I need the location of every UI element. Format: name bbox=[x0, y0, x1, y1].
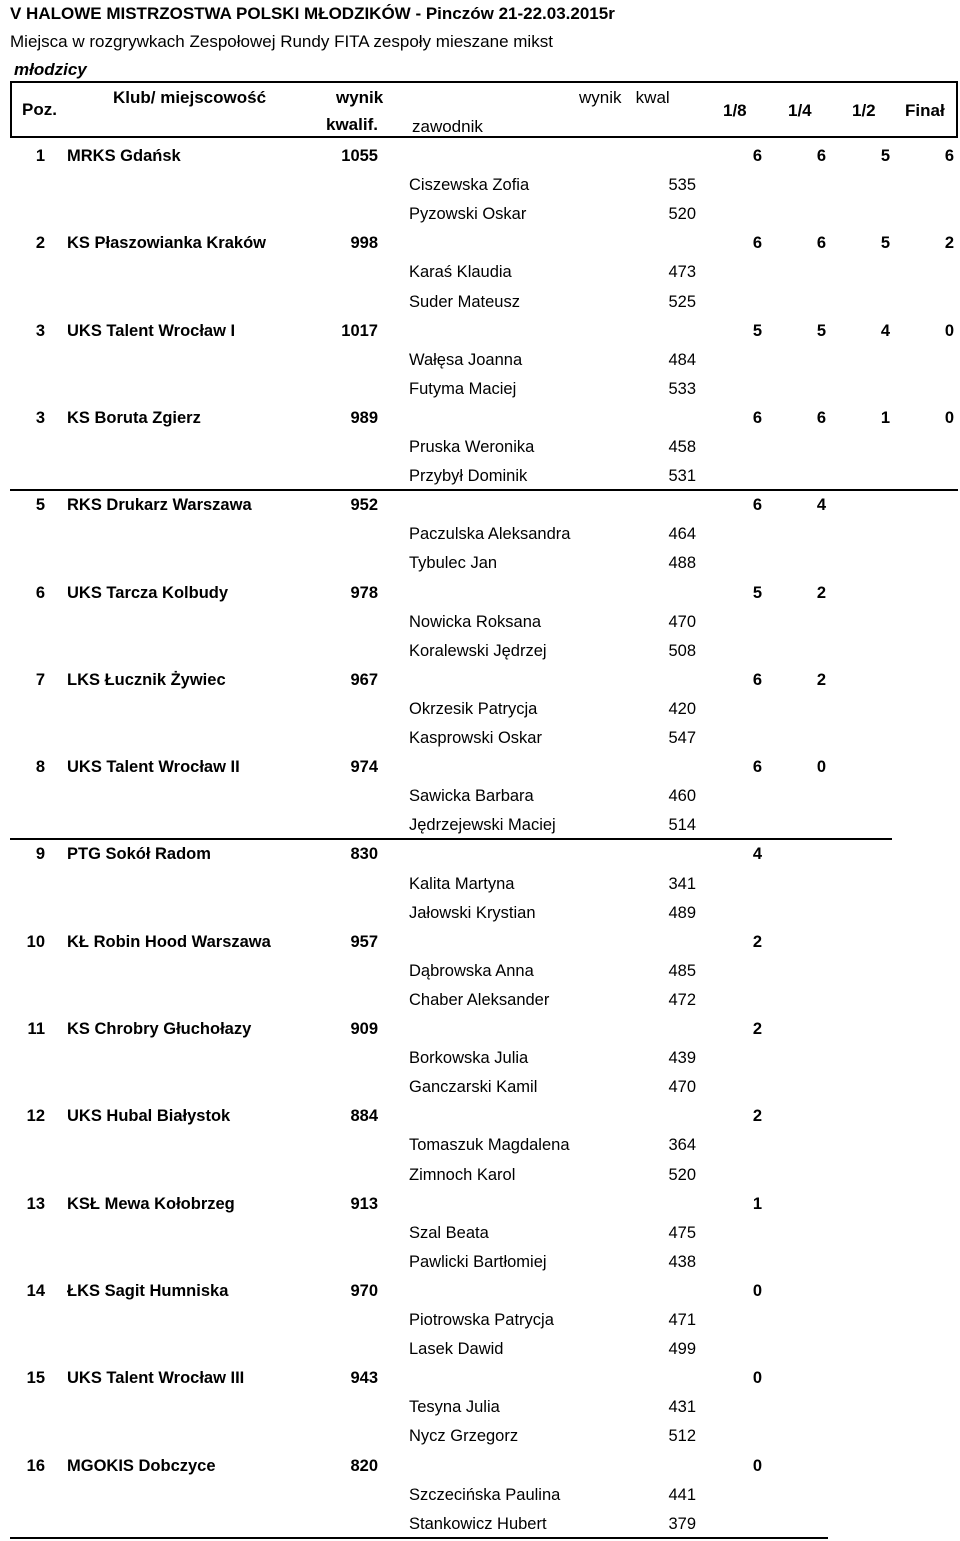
category-label: młodzicy bbox=[14, 60, 87, 79]
member-score: 364 bbox=[668, 1136, 696, 1155]
team-row bbox=[0, 753, 960, 782]
member-score: 470 bbox=[668, 1078, 696, 1097]
member-row bbox=[0, 986, 960, 1015]
team-qualification-score: 913 bbox=[350, 1194, 378, 1213]
member-name: Nowicka Roksana bbox=[409, 612, 542, 631]
member-name: Kasprowski Oskar bbox=[409, 729, 542, 747]
member-row bbox=[0, 811, 960, 840]
team-round-1-8: 0 bbox=[752, 1369, 762, 1388]
team-round-1-4: 2 bbox=[816, 583, 826, 602]
member-score: 520 bbox=[668, 205, 696, 224]
team-position: 16 bbox=[26, 1456, 45, 1475]
col-final: Finał bbox=[905, 101, 945, 120]
member-name: Jałowski Krystian bbox=[409, 903, 536, 922]
team-row bbox=[0, 666, 960, 695]
member-name: Tomaszuk Magdalena bbox=[409, 1136, 570, 1155]
member-row bbox=[0, 637, 960, 666]
member-row bbox=[0, 724, 960, 753]
member-name: Chaber Aleksander bbox=[409, 990, 550, 1009]
member-score: 489 bbox=[668, 903, 696, 922]
team-round-final: 6 bbox=[944, 147, 954, 165]
team-round-1-4: 0 bbox=[816, 758, 826, 777]
member-row bbox=[0, 433, 960, 462]
team-club: UKS Hubal Białystok bbox=[67, 1107, 231, 1126]
team-round-1-8: 6 bbox=[752, 758, 762, 777]
team-row bbox=[0, 840, 960, 869]
member-score: 464 bbox=[668, 525, 696, 544]
member-score: 439 bbox=[668, 1049, 696, 1068]
team-round-1-4: 2 bbox=[816, 670, 826, 689]
member-score: 471 bbox=[668, 1311, 696, 1329]
team-club: UKS Talent Wrocław I bbox=[67, 321, 236, 340]
team-club: KS Płaszowianka Kraków bbox=[67, 234, 266, 253]
team-club: UKS Talent Wrocław III bbox=[67, 1369, 245, 1388]
team-round-final: 0 bbox=[944, 321, 954, 340]
member-score: 341 bbox=[668, 874, 696, 893]
team-club: KS Boruta Zgierz bbox=[67, 408, 201, 427]
team-row bbox=[0, 1364, 960, 1393]
member-row bbox=[0, 1044, 960, 1073]
team-row bbox=[0, 928, 960, 957]
member-row bbox=[0, 1510, 960, 1539]
team-round-final: 0 bbox=[944, 408, 954, 427]
member-row bbox=[0, 957, 960, 986]
team-round-1-4: 6 bbox=[816, 234, 826, 253]
separator-line bbox=[10, 1537, 828, 1539]
page-title: V HALOWE MISTRZOSTWA POLSKI MŁODZIKÓW - Pinczów 21-22.03.2015r bbox=[10, 4, 615, 23]
team-row bbox=[0, 404, 960, 433]
member-name: Paczulska Aleksandra bbox=[409, 525, 571, 544]
team-position: 8 bbox=[35, 758, 45, 777]
member-row bbox=[0, 258, 960, 287]
member-score: 420 bbox=[668, 699, 696, 718]
member-score: 485 bbox=[668, 961, 696, 980]
member-score: 547 bbox=[668, 729, 696, 747]
member-row bbox=[0, 200, 960, 229]
member-score: 475 bbox=[668, 1223, 696, 1242]
member-name: Wałęsa Joanna bbox=[409, 350, 523, 369]
col-r18: 1/8 bbox=[723, 101, 747, 120]
team-round-1-8: 2 bbox=[752, 1107, 762, 1126]
col-wynik-kwal: wynik kwal bbox=[579, 88, 670, 107]
member-name: Szal Beata bbox=[409, 1223, 489, 1242]
separator-line bbox=[10, 489, 958, 491]
team-qualification-score: 820 bbox=[350, 1456, 378, 1475]
col-r14: 1/4 bbox=[788, 101, 812, 120]
team-round-1-2: 5 bbox=[880, 147, 890, 165]
col-wynik: wynik bbox=[336, 88, 384, 107]
member-row bbox=[0, 346, 960, 375]
team-position: 11 bbox=[27, 1020, 45, 1038]
member-row bbox=[0, 520, 960, 549]
team-qualification-score: 957 bbox=[350, 932, 378, 951]
team-round-1-2: 5 bbox=[880, 234, 890, 253]
team-club: UKS Talent Wrocław II bbox=[67, 758, 240, 777]
table-header bbox=[10, 83, 958, 138]
member-score: 379 bbox=[668, 1514, 696, 1533]
team-row bbox=[0, 1102, 960, 1131]
member-score: 472 bbox=[668, 990, 696, 1009]
member-score: 470 bbox=[668, 612, 696, 631]
member-name: Borkowska Julia bbox=[409, 1049, 529, 1068]
team-club: KSŁ Mewa Kołobrzeg bbox=[67, 1194, 235, 1213]
team-round-1-8: 0 bbox=[752, 1456, 762, 1475]
team-round-1-4: 6 bbox=[816, 408, 826, 427]
team-round-1-8: 4 bbox=[752, 845, 762, 864]
team-round-1-8: 2 bbox=[752, 932, 762, 951]
member-row bbox=[0, 549, 960, 578]
member-score: 473 bbox=[668, 263, 696, 282]
member-score: 499 bbox=[668, 1340, 696, 1359]
member-name: Tesyna Julia bbox=[409, 1398, 500, 1417]
team-position: 6 bbox=[35, 583, 45, 602]
member-name: Koralewski Jędrzej bbox=[409, 641, 547, 660]
member-score: 535 bbox=[668, 176, 696, 195]
member-row bbox=[0, 1481, 960, 1510]
member-name: Pawlicki Bartłomiej bbox=[409, 1252, 547, 1271]
team-row bbox=[0, 579, 960, 608]
member-score: 514 bbox=[668, 816, 696, 835]
member-row bbox=[0, 1131, 960, 1160]
member-row bbox=[0, 1248, 960, 1277]
member-name: Ganczarski Kamil bbox=[409, 1078, 538, 1097]
team-qualification-score: 998 bbox=[350, 234, 378, 253]
team-club: UKS Tarcza Kolbudy bbox=[67, 583, 229, 602]
team-qualification-score: 978 bbox=[350, 583, 378, 602]
team-position: 10 bbox=[26, 932, 45, 951]
member-score: 458 bbox=[668, 438, 696, 456]
member-row bbox=[0, 1219, 960, 1248]
member-name: Pyzowski Oskar bbox=[409, 205, 527, 224]
separator-line bbox=[10, 838, 892, 840]
member-name: Jędrzejewski Maciej bbox=[409, 816, 556, 835]
member-row bbox=[0, 870, 960, 899]
team-qualification-score: 989 bbox=[350, 408, 378, 427]
col-club: Klub/ miejscowość bbox=[113, 88, 267, 107]
member-row bbox=[0, 1422, 960, 1451]
team-qualification-score: 970 bbox=[350, 1281, 378, 1300]
member-row bbox=[0, 171, 960, 200]
member-row bbox=[0, 782, 960, 811]
team-position: 3 bbox=[35, 321, 45, 340]
team-club: KŁ Robin Hood Warszawa bbox=[67, 932, 271, 951]
team-round-1-8: 5 bbox=[752, 583, 762, 602]
team-club: LKS Łucznik Żywiec bbox=[67, 670, 226, 689]
member-score: 520 bbox=[668, 1165, 696, 1184]
team-round-1-8: 6 bbox=[752, 496, 762, 515]
team-club: MGOKIS Dobczyce bbox=[67, 1456, 216, 1475]
team-qualification-score: 974 bbox=[350, 758, 378, 777]
member-score: 488 bbox=[668, 554, 696, 573]
team-qualification-score: 830 bbox=[350, 845, 378, 864]
team-round-1-8: 6 bbox=[752, 408, 762, 427]
team-position: 12 bbox=[26, 1107, 45, 1126]
member-name: Karaś Klaudia bbox=[409, 263, 512, 282]
member-row bbox=[0, 899, 960, 928]
team-round-1-8: 5 bbox=[752, 321, 762, 340]
team-round-1-8: 6 bbox=[752, 234, 762, 253]
team-qualification-score: 967 bbox=[350, 670, 378, 689]
member-score: 531 bbox=[668, 467, 696, 486]
member-score: 512 bbox=[668, 1427, 696, 1446]
member-name: Kalita Martyna bbox=[409, 874, 515, 893]
team-position: 5 bbox=[35, 496, 45, 515]
team-qualification-score: 884 bbox=[350, 1107, 378, 1126]
member-score: 441 bbox=[668, 1485, 696, 1504]
team-position: 13 bbox=[26, 1194, 45, 1213]
team-row bbox=[0, 229, 960, 258]
member-name: Szczecińska Paulina bbox=[409, 1485, 561, 1504]
col-pos: Poz. bbox=[22, 100, 57, 119]
member-row bbox=[0, 1306, 960, 1335]
member-row bbox=[0, 608, 960, 637]
member-score: 525 bbox=[668, 292, 696, 311]
member-row bbox=[0, 375, 960, 404]
member-score: 484 bbox=[668, 350, 696, 369]
member-name: Tybulec Jan bbox=[409, 554, 498, 573]
team-row bbox=[0, 317, 960, 346]
team-position: 15 bbox=[26, 1369, 45, 1388]
team-row bbox=[0, 491, 960, 520]
member-row bbox=[0, 288, 960, 317]
member-name: Pruska Weronika bbox=[409, 438, 535, 456]
team-round-1-8: 0 bbox=[752, 1281, 762, 1300]
member-name: Lasek Dawid bbox=[409, 1340, 504, 1359]
team-row bbox=[0, 1277, 960, 1306]
team-qualification-score: 909 bbox=[350, 1020, 378, 1038]
member-name: Stankowicz Hubert bbox=[409, 1514, 547, 1533]
team-row bbox=[0, 1452, 960, 1481]
team-row bbox=[0, 1015, 960, 1044]
member-score: 460 bbox=[668, 787, 696, 806]
team-qualification-score: 1055 bbox=[341, 147, 378, 165]
team-round-1-8: 1 bbox=[752, 1194, 762, 1213]
team-club: RKS Drukarz Warszawa bbox=[67, 496, 252, 515]
member-score: 431 bbox=[668, 1398, 696, 1417]
team-position: 1 bbox=[35, 147, 45, 165]
col-r12: 1/2 bbox=[852, 101, 876, 120]
member-row bbox=[0, 1073, 960, 1102]
team-qualification-score: 1017 bbox=[341, 321, 378, 340]
team-round-1-4: 6 bbox=[816, 147, 826, 165]
team-position: 9 bbox=[35, 845, 45, 864]
team-round-1-2: 1 bbox=[880, 408, 890, 427]
team-club: ŁKS Sagit Humniska bbox=[67, 1281, 229, 1300]
member-name: Dąbrowska Anna bbox=[409, 961, 534, 980]
member-name: Futyma Maciej bbox=[409, 379, 517, 398]
team-position: 14 bbox=[26, 1281, 45, 1300]
col-kwalif: kwalif. bbox=[326, 115, 378, 134]
member-row bbox=[0, 695, 960, 724]
team-club: KS Chrobry Głuchołazy bbox=[67, 1020, 252, 1038]
team-row bbox=[0, 142, 960, 171]
team-round-1-4: 5 bbox=[816, 321, 826, 340]
col-zawodnik: zawodnik bbox=[412, 117, 483, 136]
member-row bbox=[0, 1335, 960, 1364]
member-row bbox=[0, 1393, 960, 1422]
team-qualification-score: 952 bbox=[350, 496, 378, 515]
team-qualification-score: 943 bbox=[350, 1369, 378, 1388]
member-name: Sawicka Barbara bbox=[409, 787, 534, 806]
member-name: Okrzesik Patrycja bbox=[409, 699, 538, 718]
team-position: 7 bbox=[35, 670, 45, 689]
team-round-final: 2 bbox=[944, 234, 954, 253]
member-name: Zimnoch Karol bbox=[409, 1165, 516, 1184]
member-row bbox=[0, 1161, 960, 1190]
team-round-1-8: 2 bbox=[752, 1020, 762, 1038]
member-score: 438 bbox=[668, 1252, 696, 1271]
team-round-1-2: 4 bbox=[880, 321, 890, 340]
team-round-1-8: 6 bbox=[752, 670, 762, 689]
member-name: Nycz Grzegorz bbox=[409, 1427, 519, 1446]
member-name: Przybył Dominik bbox=[409, 467, 528, 486]
member-name: Suder Mateusz bbox=[409, 292, 520, 311]
member-score: 508 bbox=[668, 641, 696, 660]
team-position: 3 bbox=[35, 408, 45, 427]
member-row bbox=[0, 462, 960, 491]
member-name: Piotrowska Patrycja bbox=[409, 1311, 554, 1329]
team-row bbox=[0, 1190, 960, 1219]
page-subtitle: Miejsca w rozgrywkach Zespołowej Rundy FITA zespoły mieszane mikst bbox=[10, 32, 553, 51]
team-club: PTG Sokół Radom bbox=[67, 845, 211, 864]
team-club: MRKS Gdańsk bbox=[67, 147, 181, 165]
team-round-1-8: 6 bbox=[752, 147, 762, 165]
member-name: Ciszewska Zofia bbox=[409, 176, 530, 195]
member-score: 533 bbox=[668, 379, 696, 398]
team-round-1-4: 4 bbox=[816, 496, 826, 515]
team-position: 2 bbox=[35, 234, 45, 253]
